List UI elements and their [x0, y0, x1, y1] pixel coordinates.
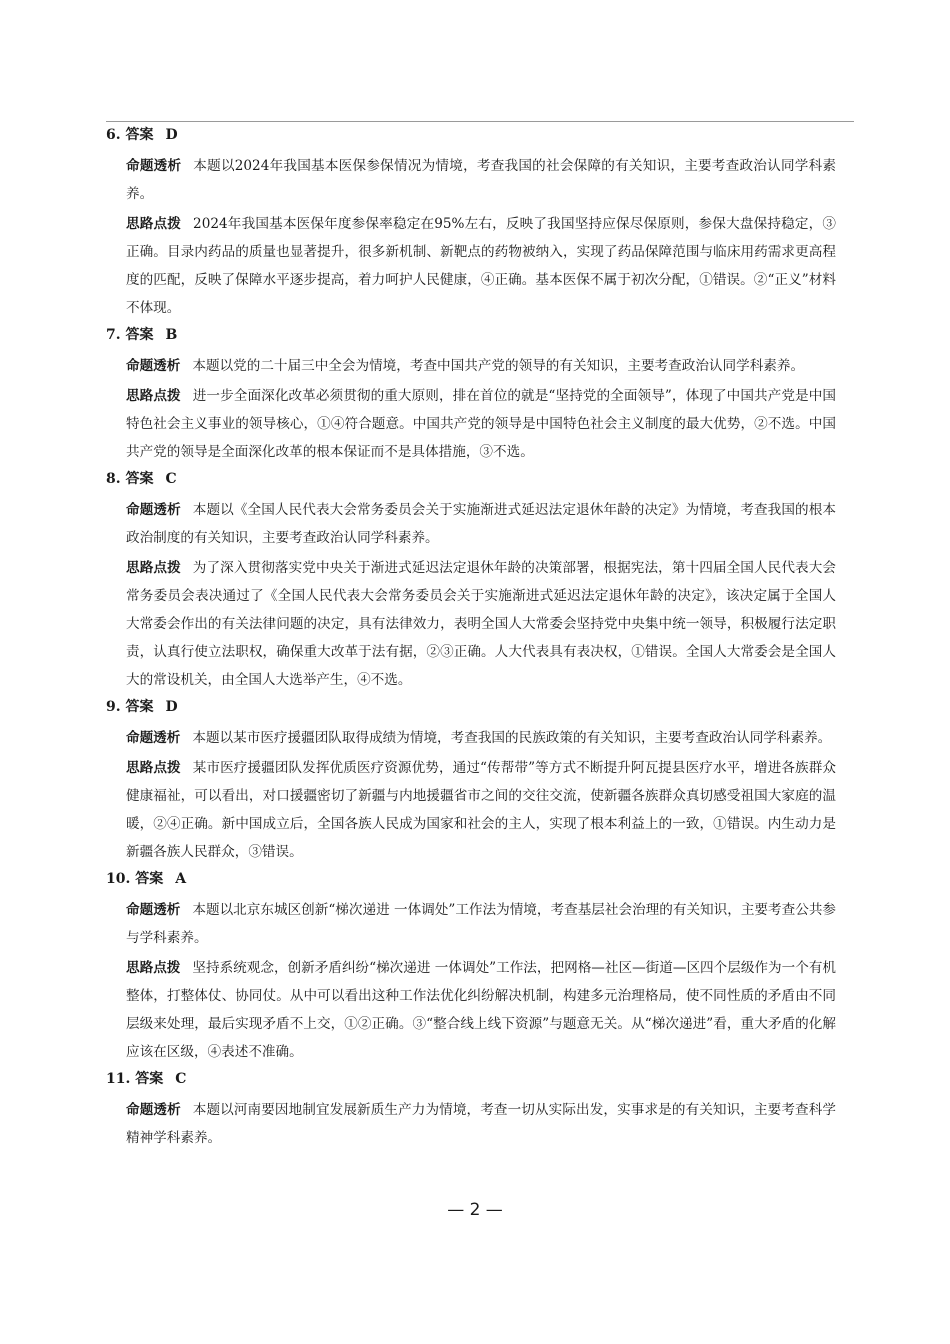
analysis-label: 命题透析: [126, 358, 181, 374]
analysis-text: 本题以河南要因地制宜发展新质生产力为情境，考查一切从实际出发，实事求是的有关知识，主要考查科学精神学科素养。: [126, 1102, 837, 1146]
analysis-paragraph: [126, 724, 836, 752]
answer-letter: D: [165, 127, 178, 143]
hint-text: 坚持系统观念，创新矛盾纠纷“梯次递进 一体调处”工作法，把网格—社区—街道—区四个层级作为一个有机整体，打整体仗、协同仗。从中可以看出这种工作法优化纠纷解决机制，构建多元治理格局，使不同性质的矛盾由不同层级来处理，最后实现矛盾不上交，①②正确。③“整合线上线下资源”与题意无关。从“梯次递进”看，重大矛盾的化解应该在区级，④表述不准确。: [126, 960, 837, 1060]
hint-paragraph: [126, 954, 836, 1066]
hint-label: 思路点拨: [126, 960, 181, 976]
answer-content: [106, 124, 836, 1154]
hint-text: 为了深入贯彻落实党中央关于渐进式延迟法定退休年龄的决策部署，根据宪法，第十四届全国人民代表大会常务委员会表决通过了《全国人民代表大会常务委员会关于实施渐进式延迟法定退休年龄的决定》，该决定属于全国人大常委会作出的有关法律问题的决定，具有法律效力，表明全国人大常委会坚持党中央集中统一领导，积极履行法定职责，认真行使立法职权，确保重大改革于法有据，②③正确。人大代表具有表决权，①错误。全国人大常委会是全国人大的常设机关，由全国人大选举产生，④不选。: [126, 560, 837, 688]
answer-letter: A: [175, 871, 187, 887]
hint-label: 思路点拨: [126, 560, 181, 576]
question-head: 6. 答案 D: [106, 127, 178, 143]
question-9: [106, 696, 836, 866]
answer-letter: B: [165, 327, 178, 343]
hint-label: 思路点拨: [126, 216, 182, 232]
question-head: 9. 答案 D: [106, 699, 178, 715]
hint-paragraph: [126, 554, 836, 694]
analysis-text: 本题以《全国人民代表大会常务委员会关于实施渐进式延迟法定退休年龄的决定》为情境，考查我国的根本政治制度的有关知识，主要考查政治认同学科素养。: [126, 502, 837, 546]
hint-label: 思路点拨: [126, 760, 181, 776]
question-head: 11. 答案 C: [106, 1071, 187, 1087]
answer-letter: D: [165, 699, 178, 715]
hint-text: 2024年我国基本医保年度参保率稳定在95%左右，反映了我国坚持应保尽保原则，参保大盘保持稳定，③正确。目录内药品的质量也显著提升，很多新机制、新靶点的药物被纳入，实现了药品保障范围与临床用药需求更高程度的匹配，反映了保障水平逐步提高，着力呵护人民健康，④正确。基本医保不属于初次分配，①错误。②“正义”材料不体现。: [126, 216, 836, 316]
question-8: [106, 468, 836, 694]
question-10: [106, 868, 836, 1066]
question-head: 8. 答案 C: [106, 471, 177, 487]
analysis-text: 本题以北京东城区创新“梯次递进 一体调处”工作法为情境，考查基层社会治理的有关知识，主要考查公共参与学科素养。: [126, 902, 837, 946]
analysis-text: 本题以某市医疗援疆团队取得成绩为情境，考查我国的民族政策的有关知识，主要考查政治认同学科素养。: [192, 730, 832, 746]
hint-text: 某市医疗援疆团队发挥优质医疗资源优势，通过“传帮带”等方式不断提升阿瓦提县医疗水平，增进各族群众健康福祉，可以看出，对口援疆密切了新疆与内地援疆省市之间的交往交流，使新疆各族群众真切感受祖国大家庭的温暖，②④正确。新中国成立后，全国各族人民成为国家和社会的主人，实现了根本利益上的一致，①错误。内生动力是新疆各族人民群众，③错误。: [126, 760, 837, 860]
analysis-label: 命题透析: [126, 902, 181, 918]
hint-paragraph: [126, 754, 836, 866]
analysis-paragraph: [126, 496, 836, 552]
analysis-text: 本题以2024年我国基本医保参保情况为情境，考查我国的社会保障的有关知识，主要考查政治认同学科素养。: [126, 158, 837, 202]
question-6: [106, 124, 836, 322]
analysis-label: 命题透析: [126, 158, 182, 174]
hint-paragraph: [126, 210, 836, 322]
question-11: [106, 1068, 836, 1152]
analysis-paragraph: [126, 1096, 836, 1152]
analysis-paragraph: [126, 896, 836, 952]
page-number: — 2 —: [447, 1200, 503, 1220]
question-head: 10. 答案 A: [106, 871, 187, 887]
analysis-text: 本题以党的二十届三中全会为情境，考查中国共产党的领导的有关知识，主要考查政治认同学科素养。: [192, 358, 805, 374]
question-head: 7. 答案 B: [106, 327, 178, 343]
question-7: [106, 324, 836, 466]
analysis-paragraph: [126, 152, 836, 208]
answer-letter: C: [175, 1071, 187, 1087]
answer-letter: C: [165, 471, 177, 487]
analysis-label: 命题透析: [126, 730, 181, 746]
analysis-paragraph: [126, 352, 836, 380]
analysis-label: 命题透析: [126, 1102, 181, 1118]
hint-label: 思路点拨: [126, 388, 181, 404]
hint-paragraph: [126, 382, 836, 466]
top-rule: [106, 121, 854, 122]
analysis-label: 命题透析: [126, 502, 181, 518]
hint-text: 进一步全面深化改革必须贯彻的重大原则，排在首位的就是“坚持党的全面领导”，体现了中国共产党是中国特色社会主义事业的领导核心，①④符合题意。中国共产党的领导是中国特色社会主义制度的最大优势，②不选。中国共产党的领导是全面深化改革的根本保证而不是具体措施，③不选。: [126, 388, 837, 460]
